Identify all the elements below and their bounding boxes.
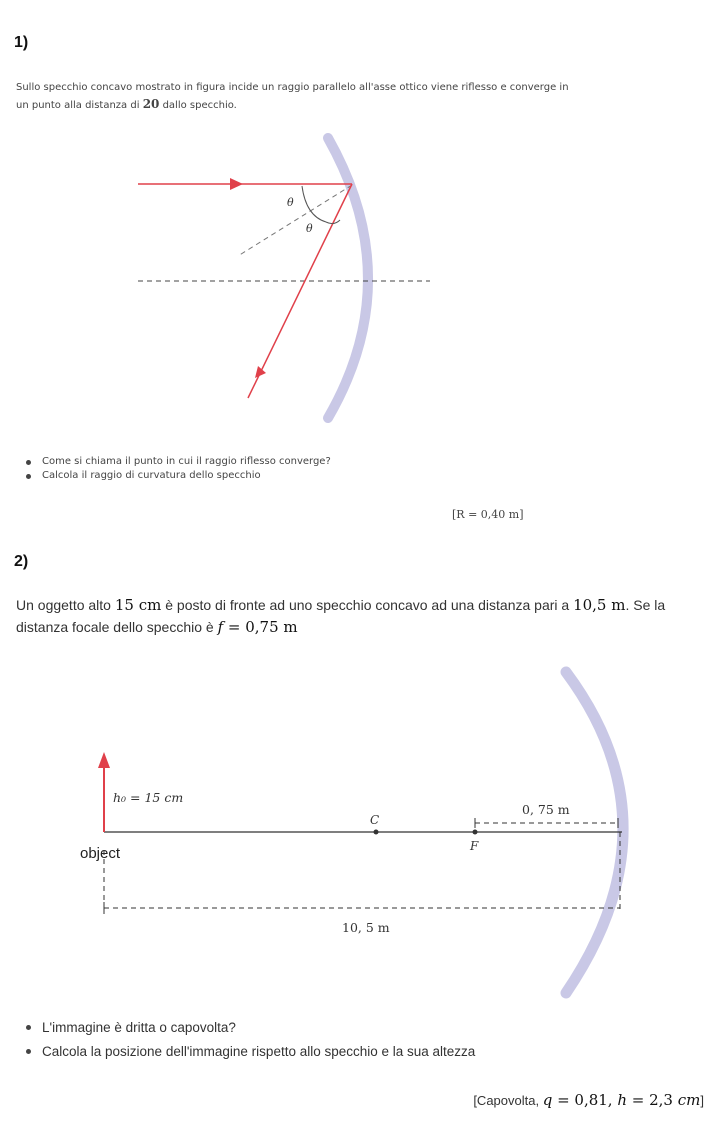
incident-arrow [230, 178, 243, 190]
focus-point [473, 830, 478, 835]
object-height-label: h₀ = 15 cm [113, 790, 184, 805]
question-2-1: L'immagine è dritta o capovolta? [20, 1016, 475, 1040]
text-2d: distanza focale dello specchio è [16, 619, 214, 635]
text-2a: Un oggetto alto [16, 597, 111, 613]
distance-value-2: 10,5 m [573, 596, 626, 614]
focal-length-label: 0, 75 m [522, 802, 570, 817]
intro-line-2b: dallo specchio. [162, 100, 237, 111]
focus-label: F [470, 839, 479, 853]
section-2-text [16, 594, 706, 638]
angle-label-1: θ [287, 196, 294, 209]
figure-2-mirror-diagram [0, 660, 718, 1005]
answer-h-var: h [617, 1091, 628, 1109]
answer-1: [R = 0,40 m] [452, 508, 524, 521]
section-1-number: 1) [14, 34, 29, 51]
reflected-arrow [255, 366, 266, 378]
text-2c: . Se la [625, 597, 666, 613]
figure-1-mirror-diagram [130, 130, 440, 430]
intro-line-2a: un punto alla distanza di [16, 100, 140, 111]
object-arrowhead [98, 752, 110, 768]
answer-h-value: = 2,3 [627, 1091, 678, 1109]
answer-unit: cm [677, 1091, 701, 1109]
question-1-1: Come si chiama il punto in cui il raggio riflesso converge? [20, 455, 331, 469]
height-value: 15 cm [114, 596, 162, 614]
section-1-text [16, 80, 576, 114]
object-label: object [80, 845, 121, 862]
answer-2-suffix: ] [700, 1093, 704, 1108]
question-1-2: Calcola il raggio di curvatura dello specchio [20, 469, 331, 483]
text-2b: è posto di fronte ad uno specchio concavo ad una distanza pari a [165, 597, 570, 613]
intro-line-1: Sullo specchio concavo mostrato in figura incide un raggio parallelo all'asse ottico viene riflesso e converge in [16, 82, 569, 93]
answer-2 [473, 1091, 704, 1109]
focal-var: f [217, 618, 224, 636]
distance-value: 20 [142, 97, 160, 111]
focal-value: = 0,75 m [223, 618, 298, 636]
section-2-questions [20, 1016, 475, 1064]
concave-mirror-1 [328, 138, 368, 418]
object-distance-label: 10, 5 m [342, 920, 390, 935]
answer-q-value: = 0,81, [552, 1091, 618, 1109]
reflected-ray [248, 184, 352, 398]
section-2-number: 2) [14, 553, 29, 570]
section-1-questions [20, 455, 331, 483]
center-point [374, 830, 379, 835]
angle-arc-1 [302, 186, 326, 222]
question-2-2: Calcola la posizione dell'immagine rispetto allo specchio e la sua altezza [20, 1040, 475, 1064]
angle-label-2: θ [306, 222, 313, 235]
answer-2-prefix: [Capovolta, [473, 1093, 543, 1108]
answer-q-var: q [542, 1091, 553, 1109]
center-label: C [370, 813, 380, 827]
